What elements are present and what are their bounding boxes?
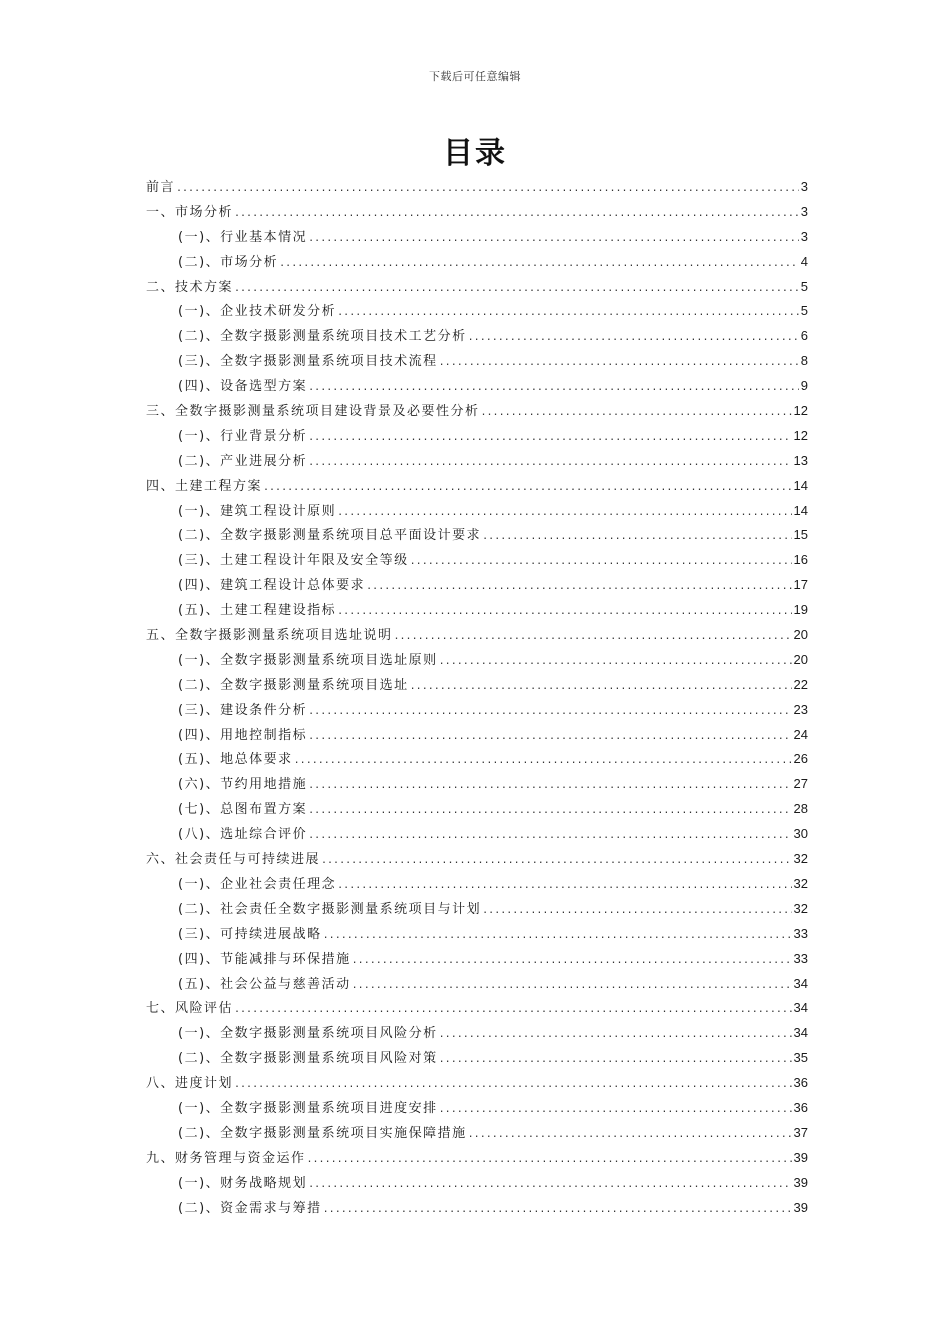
toc-entry[interactable]	[146, 573, 808, 598]
toc-entry[interactable]	[146, 1121, 808, 1146]
toc-entry[interactable]	[146, 822, 808, 847]
toc-entry-page-number: 23	[793, 701, 808, 717]
toc-entry[interactable]	[146, 548, 808, 573]
toc-entry-label: (四)、设备选型方案	[178, 379, 308, 395]
toc-dot-leader	[308, 725, 791, 750]
toc-entry-label: (八)、选址综合评价	[178, 827, 308, 843]
toc-entry-label: (二)、全数字摄影测量系统项目风险对策	[178, 1051, 438, 1067]
toc-entry-label: (五)、土建工程建设指标	[178, 603, 337, 619]
toc-entry-page-number: 26	[793, 751, 808, 767]
toc-entry-page-number: 36	[793, 1099, 808, 1115]
toc-entry-label: (三)、土建工程设计年限及安全等级	[178, 553, 409, 569]
toc-entry[interactable]	[146, 797, 808, 822]
toc-entry[interactable]	[146, 897, 808, 922]
toc-dot-leader	[352, 949, 792, 974]
toc-entry-page-number: 39	[793, 1149, 808, 1165]
toc-entry-label: (二)、全数字摄影测量系统项目总平面设计要求	[178, 528, 482, 544]
toc-dot-leader	[439, 1048, 792, 1073]
toc-dot-leader	[481, 401, 792, 426]
toc-entry-page-number: 32	[793, 875, 808, 891]
toc-entry-label: 九、财务管理与资金运作	[146, 1150, 306, 1166]
toc-entry[interactable]	[146, 399, 808, 424]
toc-entry[interactable]	[146, 349, 808, 374]
toc-entry[interactable]	[146, 922, 808, 947]
toc-entry-page-number: 35	[793, 1050, 808, 1066]
toc-entry-label: (一)、行业背景分析	[178, 428, 308, 444]
toc-entry-page-number: 34	[793, 1000, 808, 1016]
toc-entry-label: (三)、全数字摄影测量系统项目技术流程	[178, 354, 438, 370]
toc-entry-page-number: 20	[793, 627, 808, 643]
toc-entry[interactable]	[146, 972, 808, 997]
toc-entry[interactable]	[146, 723, 808, 748]
toc-entry-label: 五、全数字摄影测量系统项目选址说明	[146, 628, 393, 644]
toc-entry[interactable]	[146, 1146, 808, 1171]
toc-dot-leader	[439, 1098, 792, 1123]
toc-dot-leader	[394, 625, 792, 650]
toc-entry[interactable]	[146, 523, 808, 548]
page-header-note: 下载后可任意编辑	[429, 70, 521, 83]
toc-entry-page-number: 39	[793, 1199, 808, 1215]
toc-entry-page-number: 8	[800, 353, 808, 369]
toc-entry-label: 二、技术方案	[146, 279, 234, 295]
toc-entry-label: (一)、建筑工程设计原则	[178, 503, 337, 519]
toc-entry-label: (一)、企业社会责任理念	[178, 876, 337, 892]
toc-entry-page-number: 5	[800, 303, 808, 319]
toc-entry-page-number: 9	[800, 378, 808, 394]
toc-entry[interactable]	[146, 1171, 808, 1196]
toc-entry-page-number: 34	[793, 1025, 808, 1041]
toc-dot-leader	[366, 575, 791, 600]
toc-entry[interactable]	[146, 673, 808, 698]
toc-dot-leader	[439, 650, 792, 675]
toc-entry-label: 三、全数字摄影测量系统项目建设背景及必要性分析	[146, 404, 480, 420]
toc-entry-page-number: 37	[793, 1124, 808, 1140]
toc-entry-label: 四、土建工程方案	[146, 478, 263, 494]
page-title: 目录	[443, 136, 507, 171]
toc-entry[interactable]	[146, 200, 808, 225]
toc-dot-leader	[468, 1123, 792, 1148]
toc-dot-leader	[308, 774, 791, 799]
toc-dot-leader	[234, 202, 799, 227]
toc-entry[interactable]	[146, 698, 808, 723]
toc-entry-label: (二)、市场分析	[178, 254, 279, 270]
toc-dot-leader	[323, 924, 792, 949]
toc-entry[interactable]	[146, 299, 808, 324]
toc-dot-leader	[308, 824, 791, 849]
toc-entry-page-number: 19	[793, 602, 808, 618]
toc-entry-page-number: 22	[793, 676, 808, 692]
toc-entry-label: (一)、企业技术研发分析	[178, 304, 337, 320]
toc-entry-label: (五)、社会公益与慈善活动	[178, 976, 351, 992]
toc-dot-leader	[410, 550, 792, 575]
toc-entry-label: (一)、全数字摄影测量系统项目选址原则	[178, 652, 438, 668]
toc-dot-leader	[323, 1198, 792, 1223]
toc-entry-page-number: 14	[793, 502, 808, 518]
toc-entry[interactable]	[146, 275, 808, 300]
toc-entry-page-number: 12	[793, 427, 808, 443]
toc-entry[interactable]	[146, 449, 808, 474]
toc-entry-label: (一)、全数字摄影测量系统项目风险分析	[178, 1026, 438, 1042]
toc-entry-page-number: 34	[793, 975, 808, 991]
toc-entry-label: (四)、节能减排与环保措施	[178, 951, 351, 967]
toc-entry-page-number: 28	[793, 801, 808, 817]
toc-dot-leader	[439, 1023, 792, 1048]
toc-dot-leader	[307, 1148, 792, 1173]
toc-entry-label: 一、市场分析	[146, 204, 234, 220]
toc-entry-page-number: 15	[793, 527, 808, 543]
toc-entry-page-number: 24	[793, 726, 808, 742]
toc-entry-label: (四)、建筑工程设计总体要求	[178, 578, 366, 594]
toc-entry[interactable]	[146, 1071, 808, 1096]
toc-entry-label: (三)、可持续进展战略	[178, 926, 322, 942]
toc-entry[interactable]	[146, 1196, 808, 1221]
toc-dot-leader	[279, 252, 799, 277]
toc-entry[interactable]	[146, 324, 808, 349]
toc-entry-page-number: 36	[793, 1075, 808, 1091]
toc-entry-page-number: 30	[793, 826, 808, 842]
toc-dot-leader	[234, 998, 792, 1023]
toc-entry-label: (二)、社会责任全数字摄影测量系统项目与计划	[178, 901, 482, 917]
toc-entry[interactable]	[146, 623, 808, 648]
toc-dot-leader	[308, 227, 799, 252]
toc-dot-leader	[308, 1173, 791, 1198]
toc-entry-label: (二)、全数字摄影测量系统项目技术工艺分析	[178, 329, 467, 345]
toc-entry[interactable]	[146, 648, 808, 673]
toc-entry-page-number: 12	[793, 403, 808, 419]
toc-entry[interactable]	[146, 499, 808, 524]
toc-entry[interactable]	[146, 598, 808, 623]
toc-dot-leader	[337, 301, 799, 326]
toc-entry[interactable]	[146, 747, 808, 772]
toc-entry-page-number: 4	[800, 253, 808, 269]
toc-entry[interactable]	[146, 847, 808, 872]
toc-dot-leader	[308, 376, 799, 401]
toc-entry-label: (三)、建设条件分析	[178, 702, 308, 718]
toc-entry-page-number: 13	[793, 452, 808, 468]
toc-entry-page-number: 32	[793, 851, 808, 867]
toc-entry[interactable]	[146, 772, 808, 797]
toc-entry-label: (一)、行业基本情况	[178, 229, 308, 245]
toc-entry-page-number: 27	[793, 776, 808, 792]
toc-entry-label: (五)、地总体要求	[178, 752, 293, 768]
toc-entry[interactable]	[146, 996, 808, 1021]
toc-entry-label: (一)、财务战略规划	[178, 1175, 308, 1191]
toc-entry-page-number: 32	[793, 900, 808, 916]
toc-dot-leader	[482, 899, 791, 924]
toc-entry-page-number: 20	[793, 651, 808, 667]
toc-entry-label: (四)、用地控制指标	[178, 727, 308, 743]
toc-entry[interactable]	[146, 1096, 808, 1121]
toc-entry-page-number: 39	[793, 1174, 808, 1190]
toc-dot-leader	[308, 700, 791, 725]
toc-dot-leader	[439, 351, 799, 376]
toc-entry-label: 六、社会责任与可持续进展	[146, 852, 321, 868]
toc-entry[interactable]	[146, 374, 808, 399]
table-of-contents	[146, 175, 808, 1220]
toc-entry[interactable]	[146, 175, 808, 200]
toc-dot-leader	[482, 525, 791, 550]
toc-dot-leader	[294, 749, 792, 774]
toc-dot-leader	[337, 874, 791, 899]
toc-dot-leader	[410, 675, 792, 700]
toc-entry[interactable]	[146, 947, 808, 972]
toc-entry-label: (六)、节约用地措施	[178, 777, 308, 793]
toc-dot-leader	[468, 326, 799, 351]
toc-entry-label: 七、风险评估	[146, 1001, 234, 1017]
toc-dot-leader	[263, 476, 792, 501]
toc-entry-page-number: 14	[793, 477, 808, 493]
toc-entry-page-number: 33	[793, 950, 808, 966]
toc-dot-leader	[308, 799, 791, 824]
toc-entry-page-number: 33	[793, 925, 808, 941]
toc-entry-label: (二)、资金需求与筹措	[178, 1200, 322, 1216]
toc-dot-leader	[321, 849, 792, 874]
toc-dot-leader	[234, 1073, 792, 1098]
toc-dot-leader	[308, 451, 791, 476]
toc-dot-leader	[352, 974, 792, 999]
toc-dot-leader	[234, 277, 799, 302]
toc-entry-label: (二)、全数字摄影测量系统项目实施保障措施	[178, 1125, 467, 1141]
toc-entry-label: (一)、全数字摄影测量系统项目进度安排	[178, 1100, 438, 1116]
toc-dot-leader	[337, 600, 791, 625]
toc-entry-label: (七)、总图布置方案	[178, 802, 308, 818]
toc-entry-page-number: 6	[800, 328, 808, 344]
toc-entry[interactable]	[146, 424, 808, 449]
toc-entry-page-number: 16	[793, 552, 808, 568]
toc-entry-page-number: 3	[800, 203, 808, 219]
toc-entry-page-number: 17	[793, 577, 808, 593]
toc-entry[interactable]	[146, 474, 808, 499]
toc-entry[interactable]	[146, 872, 808, 897]
toc-entry[interactable]	[146, 250, 808, 275]
toc-entry[interactable]	[146, 1046, 808, 1071]
toc-entry-page-number: 5	[800, 278, 808, 294]
toc-entry-page-number: 3	[800, 179, 808, 194]
toc-dot-leader	[176, 177, 799, 202]
toc-entry-label: (二)、全数字摄影测量系统项目选址	[178, 677, 409, 693]
toc-entry[interactable]	[146, 1021, 808, 1046]
toc-entry-label: 八、进度计划	[146, 1076, 234, 1092]
toc-dot-leader	[308, 426, 791, 451]
toc-entry-page-number: 3	[800, 228, 808, 244]
toc-entry-label: (二)、产业进展分析	[178, 453, 308, 469]
toc-dot-leader	[337, 501, 791, 526]
toc-entry[interactable]	[146, 225, 808, 250]
toc-entry-label: 前言	[146, 180, 176, 195]
